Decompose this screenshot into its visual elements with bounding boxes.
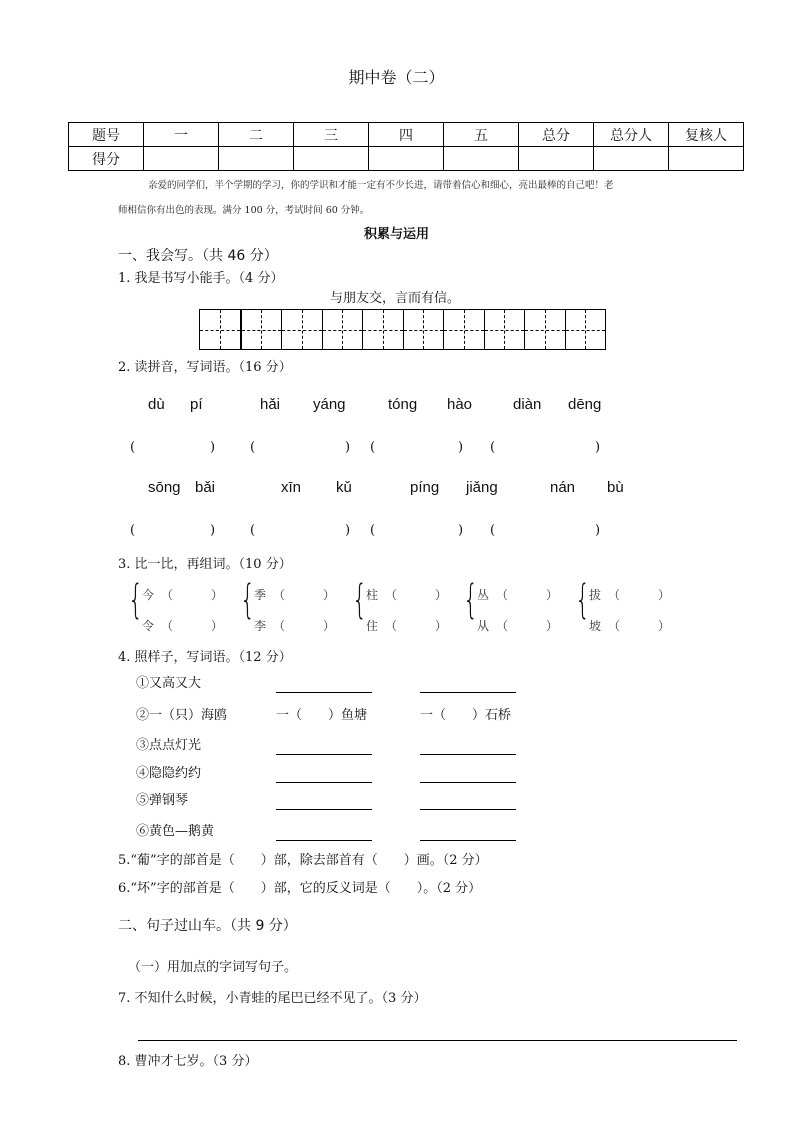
answer-paren-open: ( bbox=[490, 440, 496, 455]
answer-blank[interactable] bbox=[140, 524, 206, 540]
answer-line[interactable] bbox=[276, 782, 372, 783]
answer-paren[interactable]: （ ） bbox=[385, 619, 447, 633]
pinyin: kǔ bbox=[336, 479, 352, 496]
score-cell[interactable] bbox=[294, 147, 369, 171]
score-cell[interactable] bbox=[444, 147, 519, 171]
answer-paren-open: ( bbox=[250, 523, 256, 538]
answer-line[interactable] bbox=[276, 809, 372, 810]
pinyin: yáng bbox=[313, 396, 346, 413]
answer-paren[interactable]: （ ） bbox=[496, 619, 558, 633]
part2-title: 二、句子过山车。（共 9 分） bbox=[118, 918, 297, 934]
answer-paren[interactable]: （ ） bbox=[273, 588, 335, 602]
answer-paren-open: ( bbox=[130, 523, 136, 538]
q3-label: 3. 比一比，再组词。（10 分） bbox=[118, 557, 292, 572]
compare-char: 令 bbox=[142, 619, 155, 633]
answer-paren-close: ) bbox=[458, 523, 464, 538]
intro-line-2: 师相信你有出色的表现。满分 100 分，考试时间 60 分钟。 bbox=[118, 205, 370, 216]
answer-line[interactable] bbox=[420, 840, 516, 841]
compare-char: 拔 bbox=[589, 588, 602, 602]
pinyin: xīn bbox=[281, 479, 302, 496]
pinyin: píng bbox=[410, 479, 440, 496]
q4-item: ②一（只）海鸥 bbox=[136, 708, 228, 723]
compare-char: 住 bbox=[366, 619, 379, 633]
pinyin: hǎi bbox=[260, 396, 281, 413]
q1-label: 1. 我是书写小能手。（4 分） bbox=[118, 271, 284, 286]
answer-paren[interactable]: （ ） bbox=[273, 619, 335, 633]
grid-cell[interactable] bbox=[363, 310, 404, 349]
answer-blank[interactable] bbox=[500, 524, 591, 540]
answer-paren-close: ) bbox=[595, 440, 601, 455]
answer-paren[interactable]: （ ） bbox=[161, 588, 223, 602]
table-header-cell: 四 bbox=[369, 123, 444, 147]
pinyin: dēng bbox=[568, 396, 602, 413]
part2-sub1: （一）用加点的字词写句子。 bbox=[128, 960, 298, 975]
brace-icon: { bbox=[128, 577, 144, 623]
compare-char: 季 bbox=[254, 588, 267, 602]
table-header-cell: 总分 bbox=[519, 123, 594, 147]
grid-cell[interactable] bbox=[200, 310, 242, 349]
pinyin: pí bbox=[190, 396, 203, 413]
answer-paren-close: ) bbox=[210, 523, 216, 538]
pinyin: dù bbox=[148, 396, 165, 413]
answer-blank[interactable] bbox=[260, 441, 341, 457]
compare-char: 丛 bbox=[477, 588, 490, 602]
grid-cell[interactable] bbox=[242, 310, 283, 349]
row-label: 得分 bbox=[69, 147, 144, 171]
score-cell[interactable] bbox=[369, 147, 444, 171]
q8: 8. 曹冲才七岁。（3 分） bbox=[118, 1054, 258, 1069]
pinyin: sōng bbox=[148, 479, 181, 496]
score-cell[interactable] bbox=[519, 147, 594, 171]
brace-icon: { bbox=[352, 577, 368, 623]
brace-icon: { bbox=[463, 577, 479, 623]
grid-cell[interactable] bbox=[323, 310, 364, 349]
q4-item: ⑥黄色—鹅黄 bbox=[136, 824, 215, 839]
compare-char: 坡 bbox=[589, 619, 602, 633]
q4-item: ⑤弹钢琴 bbox=[136, 793, 189, 808]
q1-sentence: 与朋友交，言而有信。 bbox=[330, 291, 461, 306]
score-cell[interactable] bbox=[594, 147, 669, 171]
brace-icon: { bbox=[575, 577, 591, 623]
pinyin: bǎi bbox=[195, 479, 216, 496]
table-header-cell: 总分人 bbox=[594, 123, 669, 147]
answer-paren-close: ) bbox=[345, 440, 351, 455]
pinyin: bù bbox=[607, 479, 624, 496]
score-cell[interactable] bbox=[144, 147, 219, 171]
q4-item: ③点点灯光 bbox=[136, 738, 202, 753]
answer-paren-open: ( bbox=[250, 440, 256, 455]
pinyin: hào bbox=[447, 396, 473, 413]
answer-blank[interactable] bbox=[380, 524, 454, 540]
pinyin: jiǎng bbox=[466, 479, 498, 496]
answer-paren[interactable]: （ ） bbox=[608, 588, 670, 602]
answer-blank[interactable] bbox=[380, 441, 454, 457]
q7: 7. 不知什么时候，小青蛙的尾巴已经不见了。（3 分） bbox=[118, 991, 427, 1006]
answer-blank[interactable] bbox=[500, 441, 591, 457]
answer-line[interactable] bbox=[276, 840, 372, 841]
answer-paren-close: ) bbox=[210, 440, 216, 455]
table-header-cell: 复核人 bbox=[669, 123, 744, 147]
table-header-cell: 一 bbox=[144, 123, 219, 147]
answer-blank[interactable] bbox=[140, 441, 206, 457]
answer-paren-close: ) bbox=[595, 523, 601, 538]
page-title: 期中卷（二） bbox=[348, 68, 445, 87]
answer-paren-open: ( bbox=[370, 440, 376, 455]
q4-item2-blank-1[interactable]: 一（ ）鱼塘 bbox=[276, 708, 368, 723]
answer-paren[interactable]: （ ） bbox=[608, 619, 670, 633]
answer-paren-open: ( bbox=[130, 440, 136, 455]
answer-paren-close: ) bbox=[345, 523, 351, 538]
grid-cell[interactable] bbox=[525, 310, 566, 349]
answer-paren-open: ( bbox=[490, 523, 496, 538]
answer-paren[interactable]: （ ） bbox=[385, 588, 447, 602]
table-header-cell: 五 bbox=[444, 123, 519, 147]
part1-title: 一、我会写。（共 46 分） bbox=[118, 248, 278, 264]
compare-char: 从 bbox=[477, 619, 490, 633]
answer-line[interactable] bbox=[276, 692, 372, 693]
brace-icon: { bbox=[240, 577, 256, 623]
writing-grid[interactable] bbox=[199, 309, 606, 350]
q4-item: ①又高又大 bbox=[136, 676, 202, 691]
answer-line[interactable] bbox=[420, 754, 516, 755]
answer-paren-close: ) bbox=[458, 440, 464, 455]
pinyin: diàn bbox=[513, 396, 542, 413]
answer-blank[interactable] bbox=[260, 524, 341, 540]
q2-label: 2. 读拼音，写词语。（16 分） bbox=[118, 360, 292, 375]
answer-line[interactable] bbox=[420, 809, 516, 810]
grid-cell[interactable] bbox=[566, 310, 606, 349]
answer-line[interactable] bbox=[276, 754, 372, 755]
answer-paren[interactable]: （ ） bbox=[161, 619, 223, 633]
compare-char: 李 bbox=[254, 619, 267, 633]
q4-item2-blank-2[interactable]: 一（ ）石桥 bbox=[420, 708, 512, 723]
table-header-cell: 题号 bbox=[69, 123, 144, 147]
grid-cell[interactable] bbox=[282, 310, 323, 349]
answer-paren[interactable]: （ ） bbox=[496, 588, 558, 602]
q7-answer-line[interactable] bbox=[138, 1040, 737, 1041]
pinyin: nán bbox=[550, 479, 576, 496]
grid-cell[interactable] bbox=[404, 310, 445, 349]
compare-char: 今 bbox=[142, 588, 155, 602]
score-table bbox=[68, 122, 744, 171]
answer-line[interactable] bbox=[420, 782, 516, 783]
compare-char: 柱 bbox=[366, 588, 379, 602]
grid-cell[interactable] bbox=[485, 310, 526, 349]
answer-paren-open: ( bbox=[370, 523, 376, 538]
score-cell[interactable] bbox=[219, 147, 294, 171]
q5: 5.“葡”字的部首是（ ）部，除去部首有（ ）画。（2 分） bbox=[118, 853, 488, 868]
section-heading: 积累与运用 bbox=[363, 227, 429, 242]
pinyin: tóng bbox=[388, 396, 418, 413]
q4-label: 4. 照样子，写词语。（12 分） bbox=[118, 650, 292, 665]
intro-line-1: 亲爱的同学们，半个学期的学习，你的学识和才能一定有不少长进，请带着信心和细心，亮出最棒的自己吧！老 bbox=[148, 180, 614, 191]
grid-cell[interactable] bbox=[444, 310, 485, 349]
answer-line[interactable] bbox=[420, 692, 516, 693]
table-header-cell: 三 bbox=[294, 123, 369, 147]
q6: 6.“坏”字的部首是（ ）部，它的反义词是（ ）。（2 分） bbox=[118, 881, 482, 896]
score-cell[interactable] bbox=[669, 147, 744, 171]
table-header-cell: 二 bbox=[219, 123, 294, 147]
q4-item: ④隐隐约约 bbox=[136, 766, 202, 781]
